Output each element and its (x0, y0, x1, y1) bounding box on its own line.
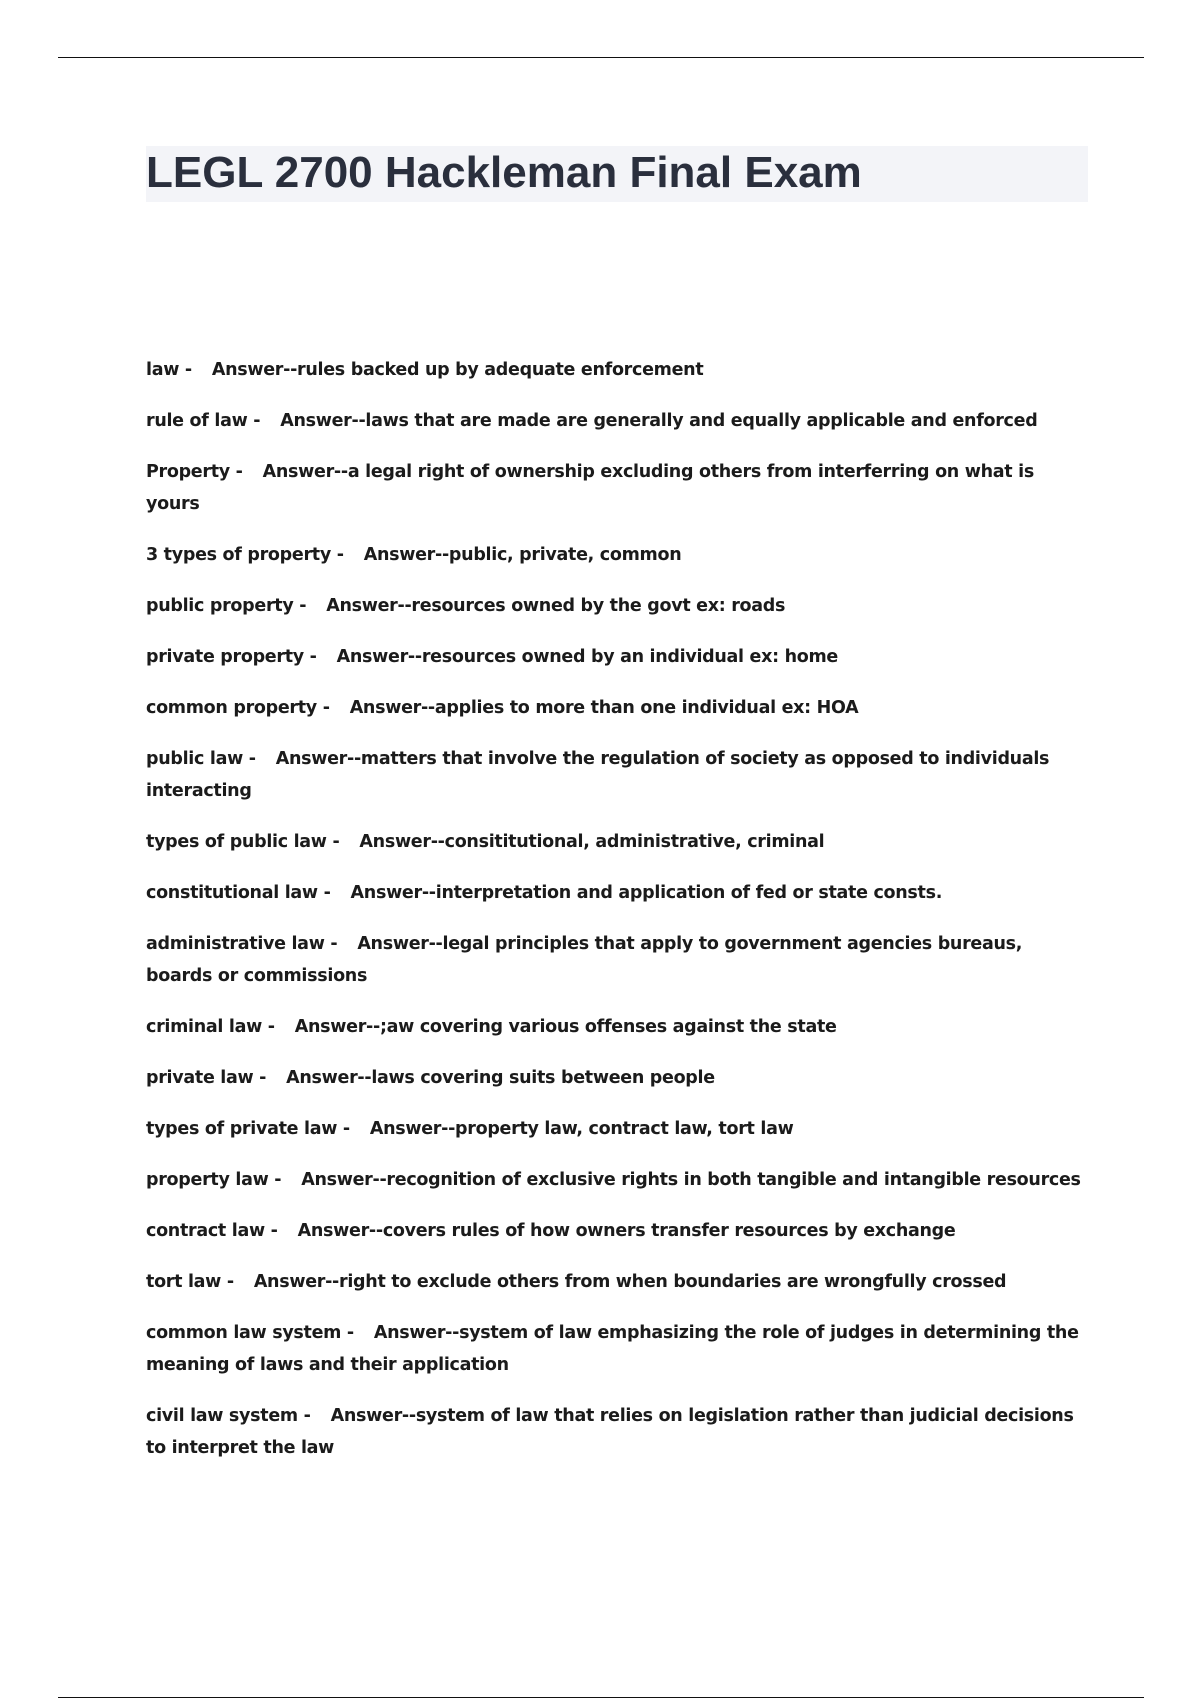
top-divider (58, 57, 1144, 58)
entry-term: 3 types of property - (146, 545, 344, 565)
entry-term: civil law system - (146, 1406, 311, 1426)
flashcard-entry (146, 641, 1086, 673)
flashcard-entry (146, 1317, 1086, 1381)
entry-answer: Answer--system of law emphasizing the role of judges in determining the meaning of laws and their application (146, 1323, 1079, 1375)
entry-answer: Answer--applies to more than one individual ex: HOA (349, 698, 859, 718)
entry-answer: Answer--property law, contract law, tort law (369, 1119, 794, 1139)
entry-term: law - (146, 360, 192, 380)
entry-answer: Answer--resources owned by an individual ex: home (336, 647, 838, 667)
flashcard-entry (146, 1011, 1086, 1043)
entry-term: property law - (146, 1170, 282, 1190)
entry-term: tort law - (146, 1272, 234, 1292)
flashcard-entry (146, 456, 1086, 520)
entry-answer: Answer--resources owned by the govt ex: roads (326, 596, 786, 616)
entry-term: contract law - (146, 1221, 278, 1241)
flashcard-entry (146, 692, 1086, 724)
entry-answer: Answer--legal principles that apply to government agencies bureaus, boards or commissions (146, 934, 1023, 986)
entry-term: rule of law - (146, 411, 261, 431)
entry-answer: Answer--covers rules of how owners transfer resources by exchange (297, 1221, 956, 1241)
flashcard-entry (146, 1062, 1086, 1094)
entry-answer: Answer--laws covering suits between people (286, 1068, 715, 1088)
flashcard-entry (146, 1113, 1086, 1145)
flashcard-entry (146, 877, 1086, 909)
flashcard-entry (146, 405, 1086, 437)
entry-answer: Answer--laws that are made are generally and equally applicable and enforced (280, 411, 1038, 431)
entry-term: types of private law - (146, 1119, 350, 1139)
entry-answer: Answer--public, private, common (363, 545, 682, 565)
flashcard-entry (146, 590, 1086, 622)
entry-answer: Answer--interpretation and application of fed or state consts. (350, 883, 943, 903)
entry-term: criminal law - (146, 1017, 275, 1037)
entry-answer: Answer--system of law that relies on legislation rather than judicial decisions to interpret the law (146, 1406, 1074, 1458)
entry-answer: Answer--a legal right of ownership excluding others from interferring on what is yours (146, 462, 1034, 514)
entry-answer: Answer--rules backed up by adequate enforcement (211, 360, 704, 380)
flashcard-entry (146, 928, 1086, 992)
entry-answer: Answer--consititutional, administrative, criminal (359, 832, 825, 852)
flashcard-entry (146, 1164, 1086, 1196)
flashcard-entry (146, 1400, 1086, 1464)
entry-term: private property - (146, 647, 317, 667)
entry-answer: Answer--right to exclude others from when boundaries are wrongfully crossed (253, 1272, 1007, 1292)
entry-term: Property - (146, 462, 243, 482)
flashcard-entry (146, 354, 1086, 386)
entry-answer: Answer--recognition of exclusive rights in both tangible and intangible resources (301, 1170, 1081, 1190)
flashcard-entry (146, 826, 1086, 858)
flashcard-entry (146, 743, 1086, 807)
entry-term: types of public law - (146, 832, 340, 852)
flashcard-list (146, 354, 1086, 1483)
entry-answer: Answer--matters that involve the regulation of society as opposed to individuals interacting (146, 749, 1050, 801)
flashcard-entry (146, 539, 1086, 571)
flashcard-entry (146, 1266, 1086, 1298)
flashcard-entry (146, 1215, 1086, 1247)
page-title: LEGL 2700 Hackleman Final Exam (146, 148, 862, 197)
bottom-divider (58, 1697, 1144, 1698)
entry-term: common law system - (146, 1323, 354, 1343)
entry-term: public property - (146, 596, 307, 616)
entry-term: constitutional law - (146, 883, 331, 903)
entry-term: private law - (146, 1068, 267, 1088)
entry-answer: Answer--;aw covering various offenses against the state (294, 1017, 837, 1037)
entry-term: administrative law - (146, 934, 338, 954)
entry-term: common property - (146, 698, 330, 718)
entry-term: public law - (146, 749, 256, 769)
